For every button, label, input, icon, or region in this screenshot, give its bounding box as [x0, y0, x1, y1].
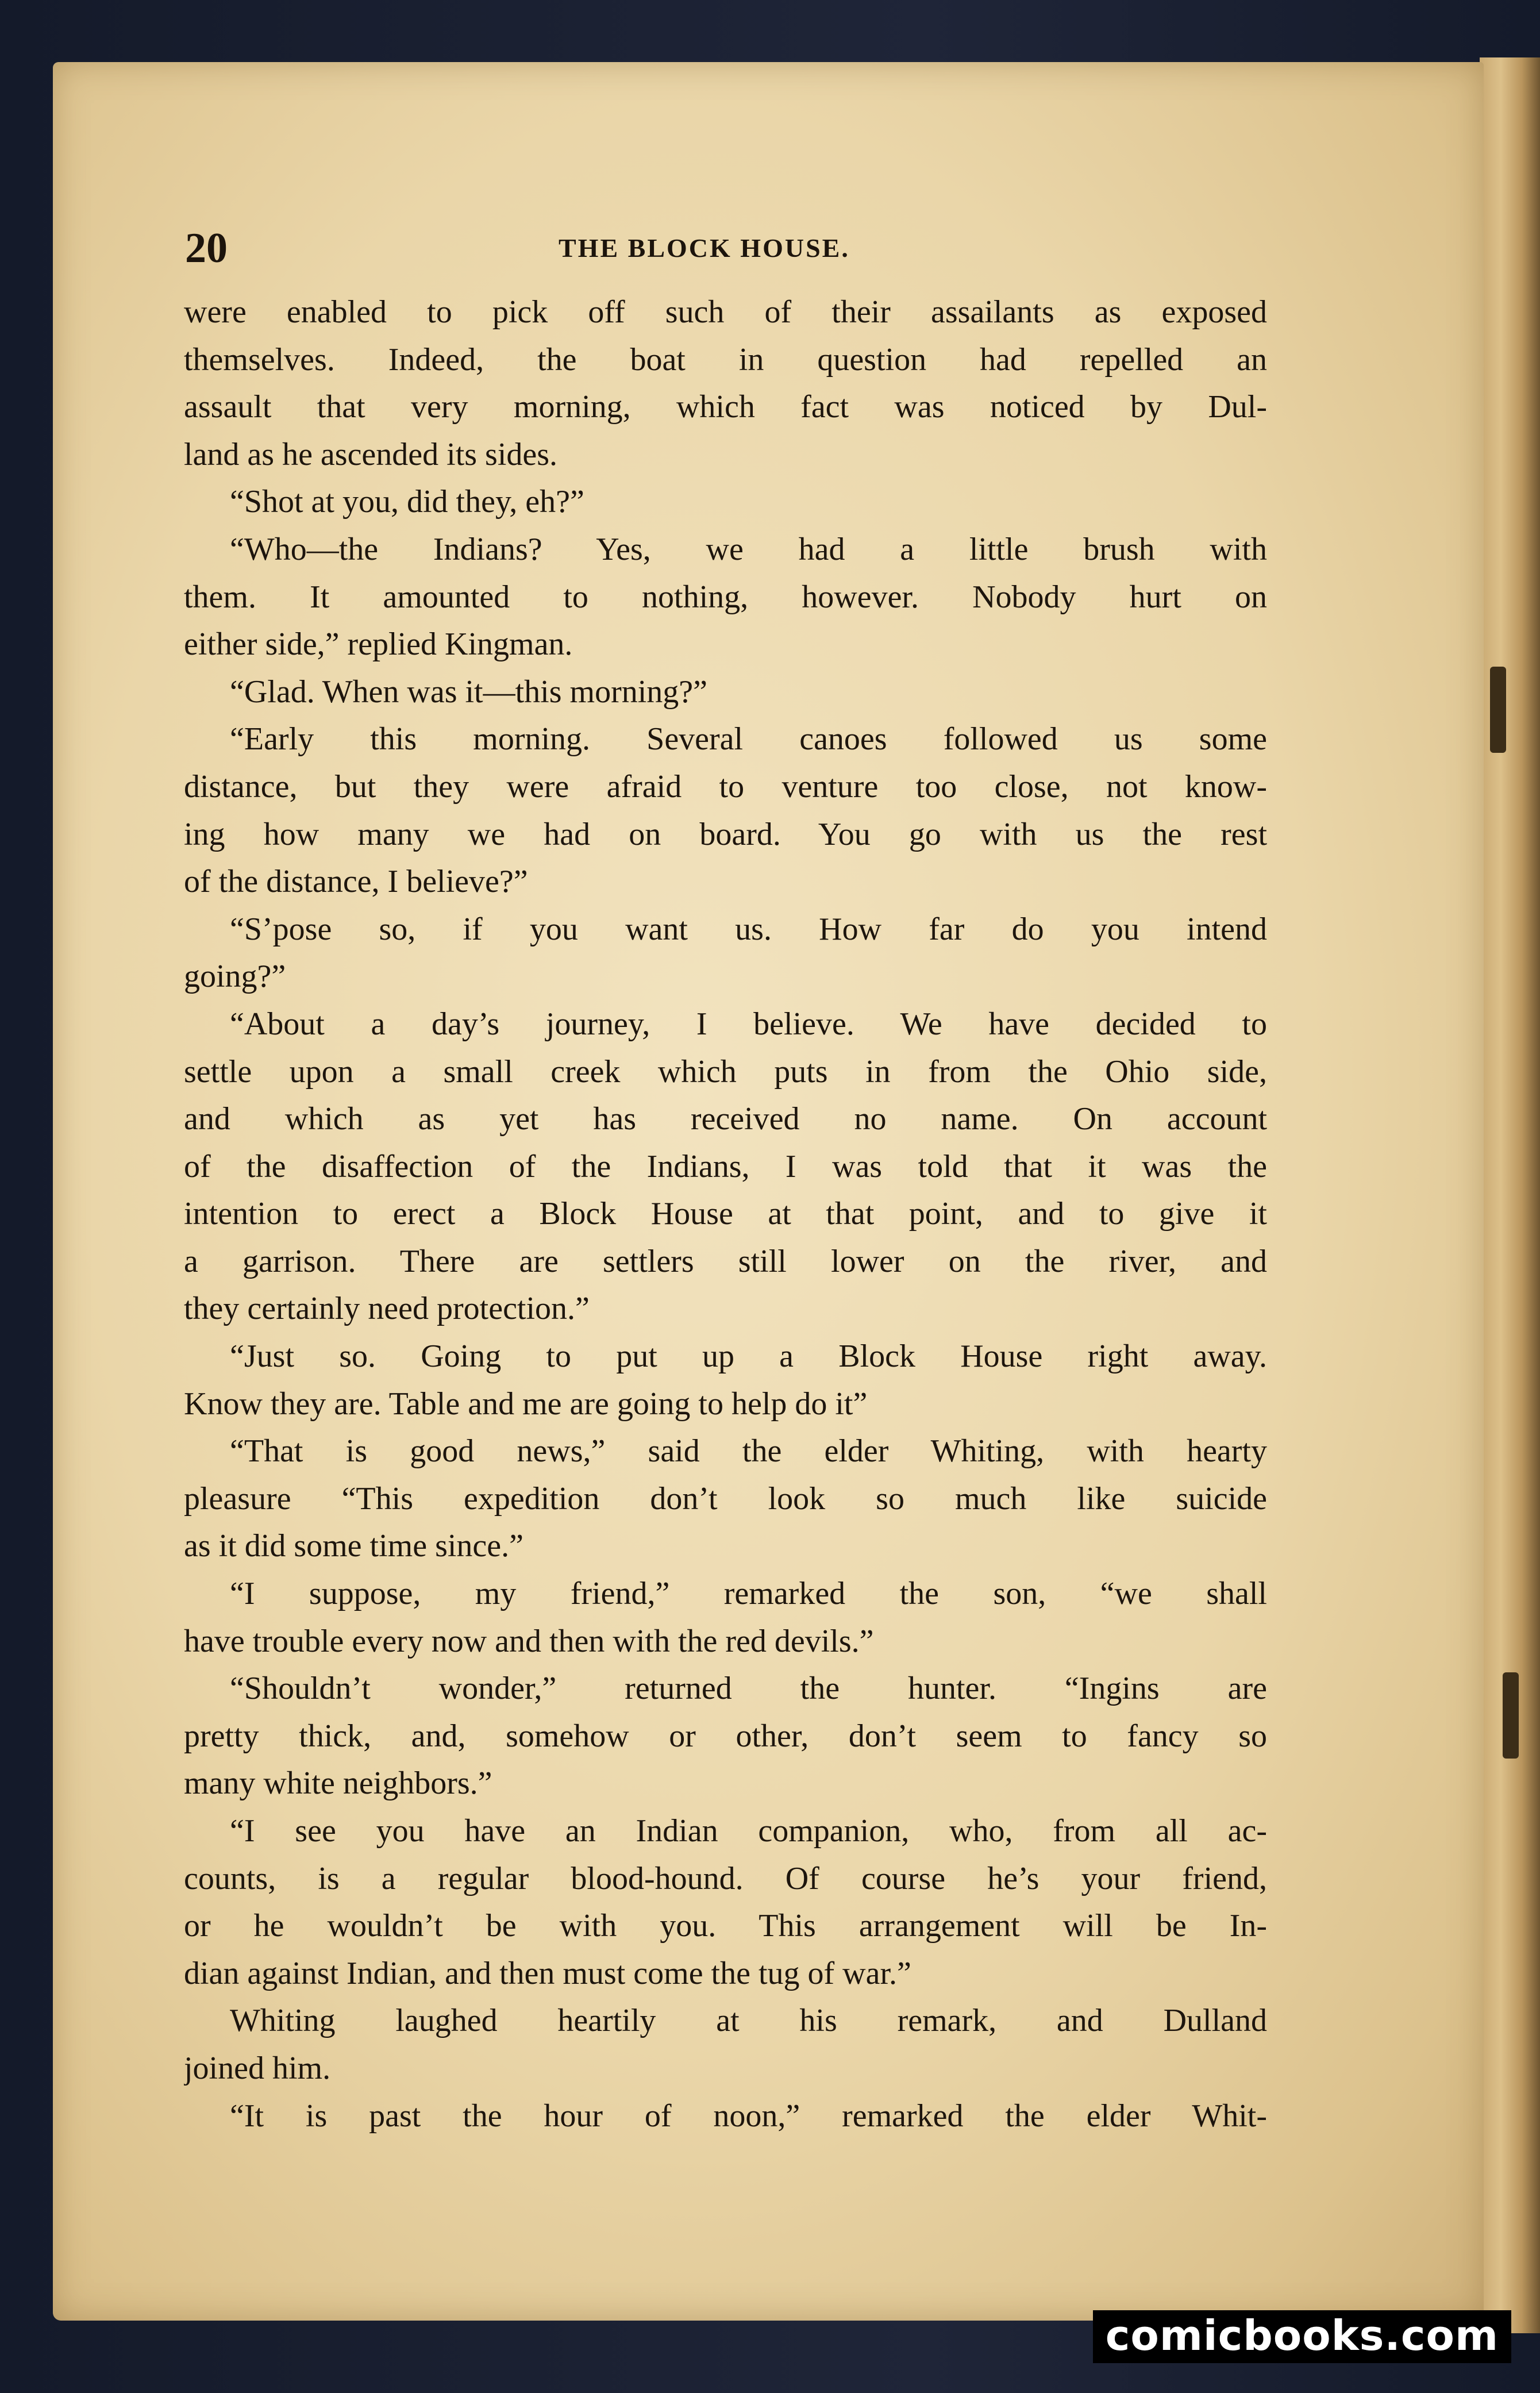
- text-line: “Glad. When was it—this morning?”: [230, 674, 708, 710]
- binding-thread-mark: [1503, 1672, 1519, 1759]
- text-line: “S’pose so, if you want us. How far do you intend: [230, 911, 1267, 947]
- site-watermark: comicbooks.com: [1093, 2310, 1511, 2363]
- text-line: dian against Indian, and then must come the tug of war.”: [184, 1955, 911, 1991]
- text-line: distance, but they were afraid to venture too close, not know-: [184, 768, 1267, 805]
- text-line: and which as yet has received no name. On account: [184, 1101, 1267, 1137]
- text-line: of the disaffection of the Indians, I was told that it was the: [184, 1148, 1267, 1184]
- text-line: “I suppose, my friend,” remarked the son, “we shall: [230, 1576, 1267, 1612]
- text-line: a garrison. There are settlers still lower on the river, and: [184, 1243, 1267, 1279]
- text-line: going?”: [184, 959, 286, 995]
- text-line: intention to erect a Block House at that point, and to give it: [184, 1196, 1267, 1232]
- running-head: THE BLOCK HOUSE.: [559, 233, 850, 263]
- text-line: “Early this morning. Several canoes followed us some: [230, 721, 1267, 757]
- text-line: counts, is a regular blood-hound. Of course he’s your friend,: [184, 1860, 1267, 1896]
- text-line: Know they are. Table and me are going to help do it”: [184, 1386, 868, 1422]
- page-number: 20: [185, 225, 228, 272]
- text-line: were enabled to pick off such of their assailants as exposed: [184, 294, 1267, 330]
- text-line: land as he ascended its sides.: [184, 436, 558, 472]
- text-line: many white neighbors.”: [184, 1765, 492, 1802]
- text-line: “Shot at you, did they, eh?”: [230, 484, 584, 520]
- text-line: either side,” replied Kingman.: [184, 626, 573, 663]
- text-line: assault that very morning, which fact was noticed by Dul-: [184, 389, 1267, 425]
- text-line: they certainly need protection.”: [184, 1291, 590, 1327]
- text-line: “About a day’s journey, I believe. We have decided to: [230, 1006, 1267, 1042]
- text-line: “It is past the hour of noon,” remarked the elder Whit-: [230, 2098, 1267, 2134]
- text-line: “Just so. Going to put up a Block House right away.: [230, 1338, 1267, 1375]
- page-header: [185, 220, 1277, 277]
- text-line: settle upon a small creek which puts in from the Ohio side,: [184, 1053, 1267, 1090]
- text-line: them. It amounted to nothing, however. Nobody hurt on: [184, 579, 1267, 615]
- text-line: of the distance, I believe?”: [184, 864, 528, 900]
- text-line: “That is good news,” said the elder Whiting, with hearty: [230, 1433, 1267, 1469]
- text-line: or he wouldn’t be with you. This arrangement will be In-: [184, 1908, 1267, 1944]
- text-line: themselves. Indeed, the boat in question had repelled an: [184, 341, 1267, 378]
- text-line: joined him.: [184, 2050, 331, 2086]
- text-line: ing how many we had on board. You go with us the rest: [184, 816, 1267, 852]
- binding-thread-mark: [1490, 667, 1506, 753]
- text-line: as it did some time since.”: [184, 1528, 523, 1564]
- text-line: “Who—the Indians? Yes, we had a little brush with: [230, 531, 1267, 567]
- text-line: pleasure “This expedition don’t look so much like suicide: [184, 1480, 1267, 1517]
- text-line: “Shouldn’t wonder,” returned the hunter. “Ingins are: [230, 1671, 1267, 1707]
- body-text: [184, 288, 1267, 2140]
- text-line: have trouble every now and then with the red devils.”: [184, 1623, 874, 1659]
- text-line: pretty thick, and, somehow or other, don’t seem to fancy so: [184, 1718, 1267, 1754]
- text-line: Whiting laughed heartily at his remark, and Dulland: [230, 2003, 1267, 2039]
- book-spine: [1480, 57, 1540, 2333]
- text-line: “I see you have an Indian companion, who, from all ac-: [230, 1813, 1267, 1849]
